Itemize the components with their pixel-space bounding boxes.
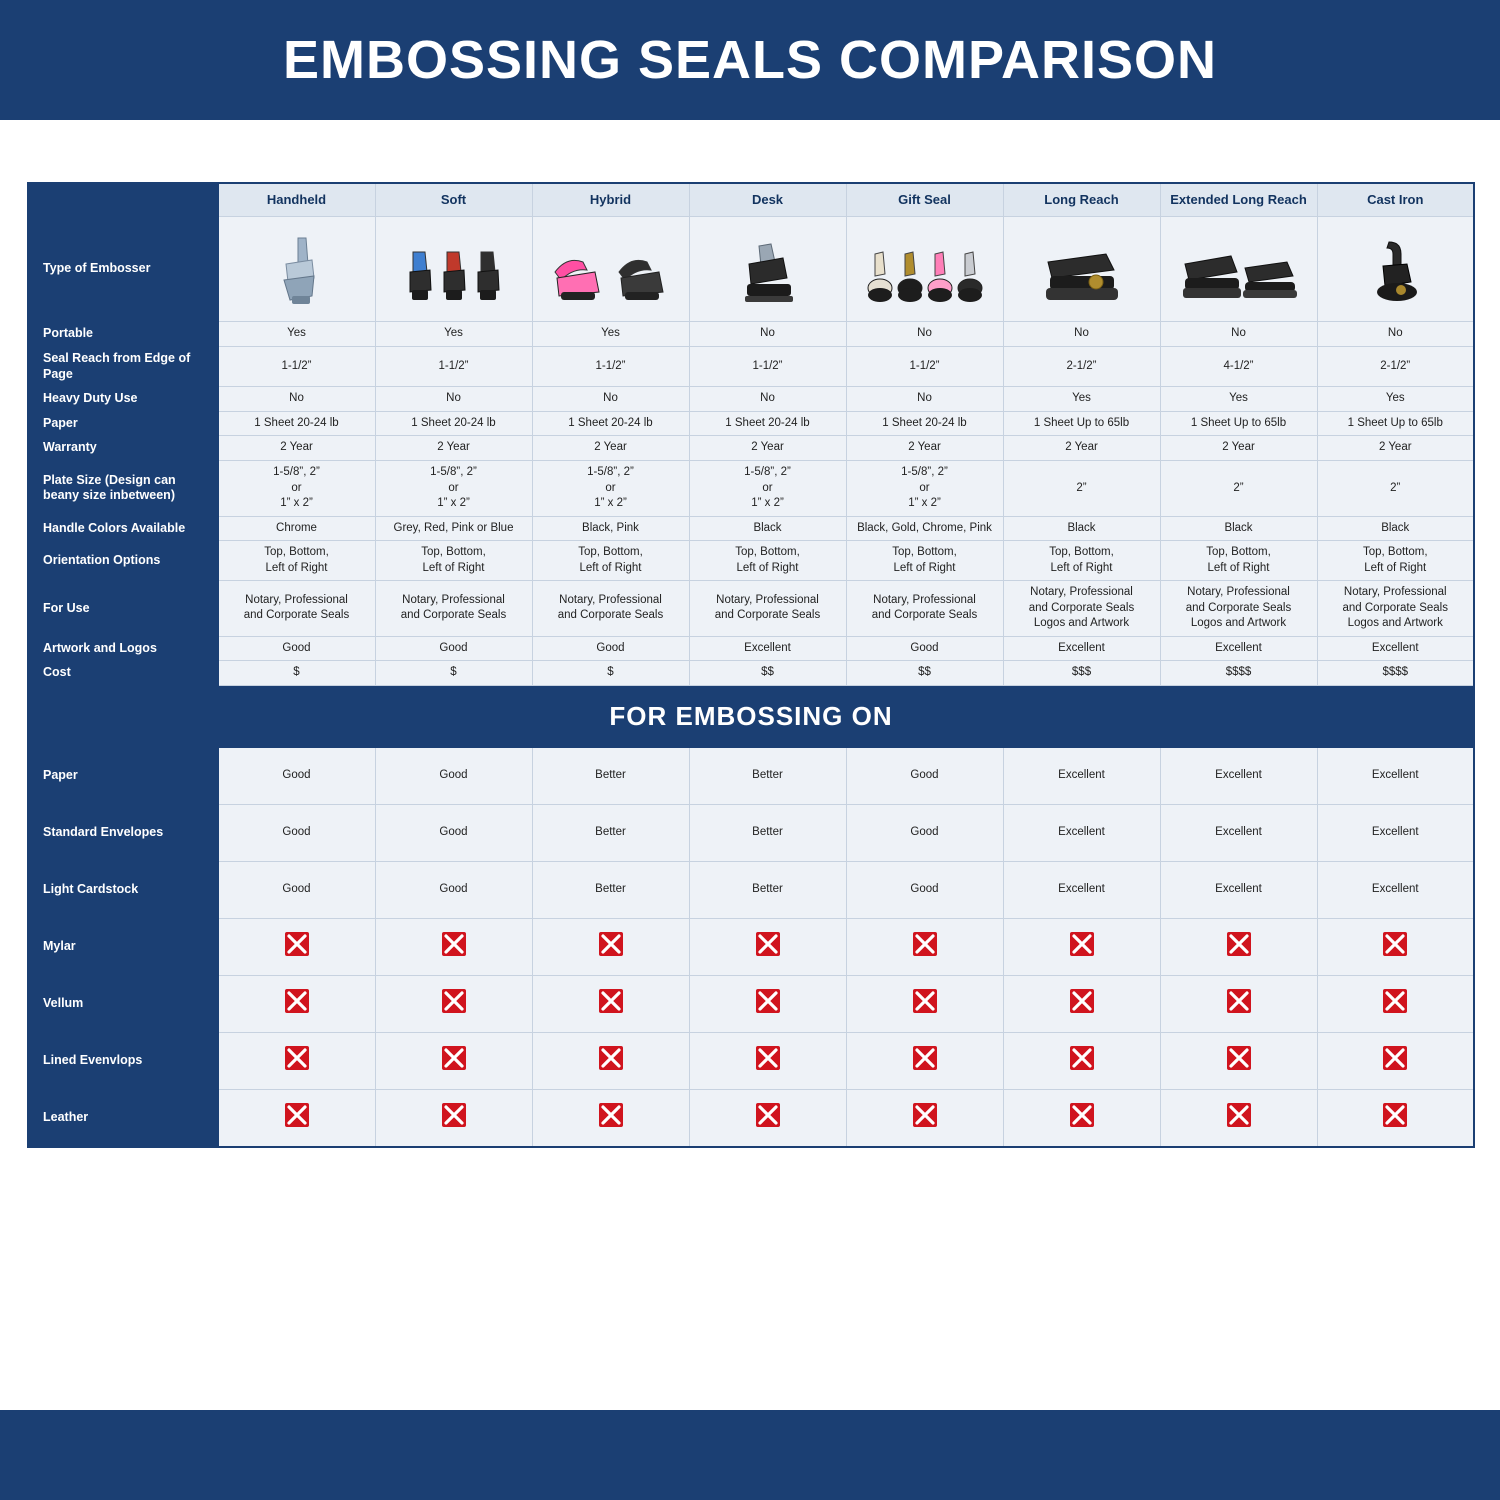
- comparison-table: [27, 182, 1475, 1148]
- cell-plate-size-design-can-beany-size-inbetween-soft: 1-5/8”, 2” or 1” x 2”: [375, 461, 532, 517]
- not-supported-icon: [1069, 988, 1095, 1014]
- row-label-heavy-duty-use: Heavy Duty Use: [28, 387, 218, 412]
- cell-cost-handheld: $: [218, 661, 375, 686]
- embosser-image-longreach: [1003, 217, 1160, 322]
- column-header-cast-iron: Cast Iron: [1317, 183, 1474, 217]
- embossing-row-paper: [28, 747, 1474, 804]
- not-supported-icon: [1069, 931, 1095, 957]
- cell-heavy-duty-use-soft: No: [375, 387, 532, 412]
- cell-vellum-handheld: [218, 975, 375, 1032]
- row-label-light-cardstock: Light Cardstock: [28, 861, 218, 918]
- cell-portable-soft: Yes: [375, 322, 532, 347]
- row-label-vellum: Vellum: [28, 975, 218, 1032]
- cell-light-cardstock-desk: Better: [689, 861, 846, 918]
- table-row-heavy-duty-use: [28, 387, 1474, 412]
- row-label-handle-colors-available: Handle Colors Available: [28, 516, 218, 541]
- cell-leather-longreach: [1003, 1089, 1160, 1147]
- embossing-row-leather: [28, 1089, 1474, 1147]
- cell-seal-reach-from-edge-of-page-handheld: 1-1/2”: [218, 346, 375, 386]
- cell-lined-evenvlops-handheld: [218, 1032, 375, 1089]
- cell-warranty-desk: 2 Year: [689, 436, 846, 461]
- cell-artwork-and-logos-longreach: Excellent: [1003, 636, 1160, 661]
- not-supported-icon: [1069, 1045, 1095, 1071]
- cell-handle-colors-available-soft: Grey, Red, Pink or Blue: [375, 516, 532, 541]
- cell-heavy-duty-use-desk: No: [689, 387, 846, 412]
- cell-standard-envelopes-hybrid: Better: [532, 804, 689, 861]
- not-supported-icon: [755, 1045, 781, 1071]
- cell-mylar-extlongreach: [1160, 918, 1317, 975]
- cell-paper-castiron: 1 Sheet Up to 65lb: [1317, 411, 1474, 436]
- cell-handle-colors-available-extlongreach: Black: [1160, 516, 1317, 541]
- column-header-gift-seal: Gift Seal: [846, 183, 1003, 217]
- embosser-image-soft: [375, 217, 532, 322]
- header-divider: [0, 120, 1500, 127]
- section-banner-label: FOR EMBOSSING ON: [28, 686, 1474, 748]
- not-supported-icon: [912, 1045, 938, 1071]
- row-label-warranty: Warranty: [28, 436, 218, 461]
- cell-mylar-longreach: [1003, 918, 1160, 975]
- not-supported-icon: [1382, 931, 1408, 957]
- cell-orientation-options-desk: Top, Bottom, Left of Right: [689, 541, 846, 581]
- cell-seal-reach-from-edge-of-page-desk: 1-1/2”: [689, 346, 846, 386]
- cell-orientation-options-hybrid: Top, Bottom, Left of Right: [532, 541, 689, 581]
- not-supported-icon: [1069, 1102, 1095, 1128]
- not-supported-icon: [1226, 1102, 1252, 1128]
- table-row-warranty: [28, 436, 1474, 461]
- cell-for-use-longreach: Notary, Professional and Corporate Seals Logos and Artwork: [1003, 581, 1160, 637]
- cell-seal-reach-from-edge-of-page-extlongreach: 4-1/2”: [1160, 346, 1317, 386]
- column-header-soft: Soft: [375, 183, 532, 217]
- cell-for-use-hybrid: Notary, Professional and Corporate Seals: [532, 581, 689, 637]
- cell-portable-longreach: No: [1003, 322, 1160, 347]
- page-header: [0, 0, 1500, 120]
- cell-warranty-hybrid: 2 Year: [532, 436, 689, 461]
- cell-warranty-soft: 2 Year: [375, 436, 532, 461]
- not-supported-icon: [598, 1045, 624, 1071]
- cell-handle-colors-available-castiron: Black: [1317, 516, 1474, 541]
- cell-vellum-extlongreach: [1160, 975, 1317, 1032]
- row-label-plate-size-design-can-beany-size-inbetween: Plate Size (Design can beany size inbetween): [28, 461, 218, 517]
- table-row-artwork-and-logos: [28, 636, 1474, 661]
- cell-orientation-options-handheld: Top, Bottom, Left of Right: [218, 541, 375, 581]
- cell-artwork-and-logos-desk: Excellent: [689, 636, 846, 661]
- cell-leather-extlongreach: [1160, 1089, 1317, 1147]
- row-label-paper: Paper: [28, 411, 218, 436]
- cell-standard-envelopes-soft: Good: [375, 804, 532, 861]
- not-supported-icon: [1226, 1045, 1252, 1071]
- hybrid-embosser-icon: [535, 230, 687, 308]
- table-row-handle-colors-available: [28, 516, 1474, 541]
- not-supported-icon: [441, 988, 467, 1014]
- long-reach-embosser-icon: [1006, 230, 1158, 308]
- not-supported-icon: [1382, 988, 1408, 1014]
- not-supported-icon: [755, 1102, 781, 1128]
- row-label-standard-envelopes: Standard Envelopes: [28, 804, 218, 861]
- cell-handle-colors-available-hybrid: Black, Pink: [532, 516, 689, 541]
- cell-for-use-soft: Notary, Professional and Corporate Seals: [375, 581, 532, 637]
- table-row-paper: [28, 411, 1474, 436]
- not-supported-icon: [284, 931, 310, 957]
- table-row-plate-size-design-can-beany-size-inbetween: [28, 461, 1474, 517]
- cell-standard-envelopes-gift: Good: [846, 804, 1003, 861]
- cell-paper-longreach: 1 Sheet Up to 65lb: [1003, 411, 1160, 436]
- cell-lined-evenvlops-longreach: [1003, 1032, 1160, 1089]
- not-supported-icon: [1382, 1102, 1408, 1128]
- not-supported-icon: [598, 1102, 624, 1128]
- cell-mylar-handheld: [218, 918, 375, 975]
- cell-orientation-options-extlongreach: Top, Bottom, Left of Right: [1160, 541, 1317, 581]
- handheld-embosser-icon: [221, 230, 373, 308]
- not-supported-icon: [284, 988, 310, 1014]
- not-supported-icon: [755, 988, 781, 1014]
- table-row-portable: [28, 322, 1474, 347]
- cell-vellum-desk: [689, 975, 846, 1032]
- row-label-artwork-and-logos: Artwork and Logos: [28, 636, 218, 661]
- cell-orientation-options-castiron: Top, Bottom, Left of Right: [1317, 541, 1474, 581]
- row-label-seal-reach-from-edge-of-page: Seal Reach from Edge of Page: [28, 346, 218, 386]
- cell-for-use-desk: Notary, Professional and Corporate Seals: [689, 581, 846, 637]
- cell-light-cardstock-gift: Good: [846, 861, 1003, 918]
- embosser-image-desk: [689, 217, 846, 322]
- cell-leather-handheld: [218, 1089, 375, 1147]
- cell-paper-handheld: Good: [218, 747, 375, 804]
- table-head: [28, 183, 1474, 217]
- cell-standard-envelopes-longreach: Excellent: [1003, 804, 1160, 861]
- table-row-for-use: [28, 581, 1474, 637]
- cell-portable-extlongreach: No: [1160, 322, 1317, 347]
- cell-artwork-and-logos-castiron: Excellent: [1317, 636, 1474, 661]
- cell-vellum-soft: [375, 975, 532, 1032]
- column-header-extended-long-reach: Extended Long Reach: [1160, 183, 1317, 217]
- row-label-mylar: Mylar: [28, 918, 218, 975]
- embosser-image-hybrid: [532, 217, 689, 322]
- cell-lined-evenvlops-soft: [375, 1032, 532, 1089]
- not-supported-icon: [284, 1045, 310, 1071]
- table-row-seal-reach-from-edge-of-page: [28, 346, 1474, 386]
- not-supported-icon: [284, 1102, 310, 1128]
- cell-light-cardstock-handheld: Good: [218, 861, 375, 918]
- cell-paper-hybrid: Better: [532, 747, 689, 804]
- cell-cost-soft: $: [375, 661, 532, 686]
- embossing-row-vellum: [28, 975, 1474, 1032]
- cell-seal-reach-from-edge-of-page-castiron: 2-1/2”: [1317, 346, 1474, 386]
- embossing-row-mylar: [28, 918, 1474, 975]
- cell-plate-size-design-can-beany-size-inbetween-handheld: 1-5/8”, 2” or 1” x 2”: [218, 461, 375, 517]
- cell-orientation-options-longreach: Top, Bottom, Left of Right: [1003, 541, 1160, 581]
- cell-light-cardstock-castiron: Excellent: [1317, 861, 1474, 918]
- soft-embosser-icon: [378, 230, 530, 308]
- extended-long-reach-embosser-icon: [1163, 230, 1315, 308]
- cell-plate-size-design-can-beany-size-inbetween-extlongreach: 2”: [1160, 461, 1317, 517]
- cell-standard-envelopes-handheld: Good: [218, 804, 375, 861]
- cell-lined-evenvlops-hybrid: [532, 1032, 689, 1089]
- column-header-long-reach: Long Reach: [1003, 183, 1160, 217]
- column-header-desk: Desk: [689, 183, 846, 217]
- cell-artwork-and-logos-extlongreach: Excellent: [1160, 636, 1317, 661]
- section-banner-row: [28, 686, 1474, 748]
- cell-vellum-longreach: [1003, 975, 1160, 1032]
- cell-paper-castiron: Excellent: [1317, 747, 1474, 804]
- cell-portable-hybrid: Yes: [532, 322, 689, 347]
- not-supported-icon: [598, 988, 624, 1014]
- embosser-image-extlongreach: [1160, 217, 1317, 322]
- table-body: [28, 217, 1474, 1147]
- cell-cost-longreach: $$$: [1003, 661, 1160, 686]
- embosser-image-gift: [846, 217, 1003, 322]
- header-row: [28, 183, 1474, 217]
- cell-leather-desk: [689, 1089, 846, 1147]
- not-supported-icon: [912, 988, 938, 1014]
- not-supported-icon: [912, 1102, 938, 1128]
- cell-portable-castiron: No: [1317, 322, 1474, 347]
- cell-mylar-gift: [846, 918, 1003, 975]
- cell-cost-extlongreach: $$$$: [1160, 661, 1317, 686]
- not-supported-icon: [441, 1045, 467, 1071]
- page-footer: [0, 1410, 1500, 1500]
- cell-lined-evenvlops-desk: [689, 1032, 846, 1089]
- cell-light-cardstock-soft: Good: [375, 861, 532, 918]
- cell-for-use-gift: Notary, Professional and Corporate Seals: [846, 581, 1003, 637]
- cell-cost-gift: $$: [846, 661, 1003, 686]
- embossing-row-standard-envelopes: [28, 804, 1474, 861]
- cell-paper-gift: Good: [846, 747, 1003, 804]
- cell-portable-handheld: Yes: [218, 322, 375, 347]
- cell-mylar-soft: [375, 918, 532, 975]
- row-label-cost: Cost: [28, 661, 218, 686]
- cell-artwork-and-logos-gift: Good: [846, 636, 1003, 661]
- cell-warranty-handheld: 2 Year: [218, 436, 375, 461]
- cell-warranty-gift: 2 Year: [846, 436, 1003, 461]
- cell-handle-colors-available-handheld: Chrome: [218, 516, 375, 541]
- table-corner: [28, 183, 218, 217]
- not-supported-icon: [912, 931, 938, 957]
- cell-lined-evenvlops-gift: [846, 1032, 1003, 1089]
- row-label-for-use: For Use: [28, 581, 218, 637]
- cell-paper-soft: 1 Sheet 20-24 lb: [375, 411, 532, 436]
- cell-mylar-castiron: [1317, 918, 1474, 975]
- not-supported-icon: [1226, 988, 1252, 1014]
- row-label-leather: Leather: [28, 1089, 218, 1147]
- cell-paper-gift: 1 Sheet 20-24 lb: [846, 411, 1003, 436]
- cell-vellum-gift: [846, 975, 1003, 1032]
- cell-cost-hybrid: $: [532, 661, 689, 686]
- embossing-row-light-cardstock: [28, 861, 1474, 918]
- cell-plate-size-design-can-beany-size-inbetween-longreach: 2”: [1003, 461, 1160, 517]
- cell-artwork-and-logos-hybrid: Good: [532, 636, 689, 661]
- cell-handle-colors-available-gift: Black, Gold, Chrome, Pink: [846, 516, 1003, 541]
- cell-for-use-handheld: Notary, Professional and Corporate Seals: [218, 581, 375, 637]
- cell-seal-reach-from-edge-of-page-soft: 1-1/2”: [375, 346, 532, 386]
- cell-orientation-options-gift: Top, Bottom, Left of Right: [846, 541, 1003, 581]
- cell-heavy-duty-use-gift: No: [846, 387, 1003, 412]
- cell-heavy-duty-use-longreach: Yes: [1003, 387, 1160, 412]
- cell-heavy-duty-use-castiron: Yes: [1317, 387, 1474, 412]
- table-row-type-of-embosser: [28, 217, 1474, 322]
- gift-seal-embosser-icon: [849, 230, 1001, 308]
- cell-handle-colors-available-longreach: Black: [1003, 516, 1160, 541]
- cell-plate-size-design-can-beany-size-inbetween-gift: 1-5/8”, 2” or 1” x 2”: [846, 461, 1003, 517]
- not-supported-icon: [598, 931, 624, 957]
- page-title: EMBOSSING SEALS COMPARISON: [282, 30, 1218, 90]
- cast-iron-embosser-icon: [1320, 230, 1472, 308]
- cell-leather-castiron: [1317, 1089, 1474, 1147]
- row-label-orientation-options: Orientation Options: [28, 541, 218, 581]
- cell-paper-extlongreach: 1 Sheet Up to 65lb: [1160, 411, 1317, 436]
- not-supported-icon: [441, 1102, 467, 1128]
- column-header-handheld: Handheld: [218, 183, 375, 217]
- cell-paper-desk: Better: [689, 747, 846, 804]
- cell-plate-size-design-can-beany-size-inbetween-hybrid: 1-5/8”, 2” or 1” x 2”: [532, 461, 689, 517]
- cell-vellum-castiron: [1317, 975, 1474, 1032]
- cell-portable-gift: No: [846, 322, 1003, 347]
- cell-seal-reach-from-edge-of-page-hybrid: 1-1/2”: [532, 346, 689, 386]
- table-row-orientation-options: [28, 541, 1474, 581]
- cell-handle-colors-available-desk: Black: [689, 516, 846, 541]
- cell-heavy-duty-use-extlongreach: Yes: [1160, 387, 1317, 412]
- cell-heavy-duty-use-handheld: No: [218, 387, 375, 412]
- row-label-type-of-embosser: Type of Embosser: [28, 217, 218, 322]
- cell-paper-soft: Good: [375, 747, 532, 804]
- cell-cost-desk: $$: [689, 661, 846, 686]
- column-header-hybrid: Hybrid: [532, 183, 689, 217]
- row-label-lined-evenvlops: Lined Evenvlops: [28, 1032, 218, 1089]
- cell-mylar-desk: [689, 918, 846, 975]
- cell-leather-hybrid: [532, 1089, 689, 1147]
- cell-light-cardstock-hybrid: Better: [532, 861, 689, 918]
- table-row-cost: [28, 661, 1474, 686]
- cell-standard-envelopes-castiron: Excellent: [1317, 804, 1474, 861]
- comparison-table-wrap: [0, 127, 1500, 1148]
- row-label-portable: Portable: [28, 322, 218, 347]
- cell-leather-soft: [375, 1089, 532, 1147]
- cell-for-use-extlongreach: Notary, Professional and Corporate Seals Logos and Artwork: [1160, 581, 1317, 637]
- cell-leather-gift: [846, 1089, 1003, 1147]
- cell-paper-desk: 1 Sheet 20-24 lb: [689, 411, 846, 436]
- cell-lined-evenvlops-extlongreach: [1160, 1032, 1317, 1089]
- cell-seal-reach-from-edge-of-page-longreach: 2-1/2”: [1003, 346, 1160, 386]
- cell-paper-hybrid: 1 Sheet 20-24 lb: [532, 411, 689, 436]
- cell-for-use-castiron: Notary, Professional and Corporate Seals Logos and Artwork: [1317, 581, 1474, 637]
- cell-portable-desk: No: [689, 322, 846, 347]
- embosser-image-castiron: [1317, 217, 1474, 322]
- cell-seal-reach-from-edge-of-page-gift: 1-1/2”: [846, 346, 1003, 386]
- not-supported-icon: [1382, 1045, 1408, 1071]
- cell-artwork-and-logos-soft: Good: [375, 636, 532, 661]
- cell-vellum-hybrid: [532, 975, 689, 1032]
- cell-paper-longreach: Excellent: [1003, 747, 1160, 804]
- cell-paper-extlongreach: Excellent: [1160, 747, 1317, 804]
- cell-plate-size-design-can-beany-size-inbetween-castiron: 2”: [1317, 461, 1474, 517]
- cell-light-cardstock-longreach: Excellent: [1003, 861, 1160, 918]
- cell-warranty-longreach: 2 Year: [1003, 436, 1160, 461]
- cell-warranty-castiron: 2 Year: [1317, 436, 1474, 461]
- embossing-row-lined-evenvlops: [28, 1032, 1474, 1089]
- cell-cost-castiron: $$$$: [1317, 661, 1474, 686]
- cell-light-cardstock-extlongreach: Excellent: [1160, 861, 1317, 918]
- not-supported-icon: [441, 931, 467, 957]
- cell-paper-handheld: 1 Sheet 20-24 lb: [218, 411, 375, 436]
- not-supported-icon: [755, 931, 781, 957]
- desk-embosser-icon: [692, 230, 844, 308]
- cell-heavy-duty-use-hybrid: No: [532, 387, 689, 412]
- row-label-paper: Paper: [28, 747, 218, 804]
- cell-artwork-and-logos-handheld: Good: [218, 636, 375, 661]
- cell-warranty-extlongreach: 2 Year: [1160, 436, 1317, 461]
- cell-standard-envelopes-extlongreach: Excellent: [1160, 804, 1317, 861]
- cell-plate-size-design-can-beany-size-inbetween-desk: 1-5/8”, 2” or 1” x 2”: [689, 461, 846, 517]
- cell-orientation-options-soft: Top, Bottom, Left of Right: [375, 541, 532, 581]
- embosser-image-handheld: [218, 217, 375, 322]
- cell-standard-envelopes-desk: Better: [689, 804, 846, 861]
- not-supported-icon: [1226, 931, 1252, 957]
- cell-lined-evenvlops-castiron: [1317, 1032, 1474, 1089]
- cell-mylar-hybrid: [532, 918, 689, 975]
